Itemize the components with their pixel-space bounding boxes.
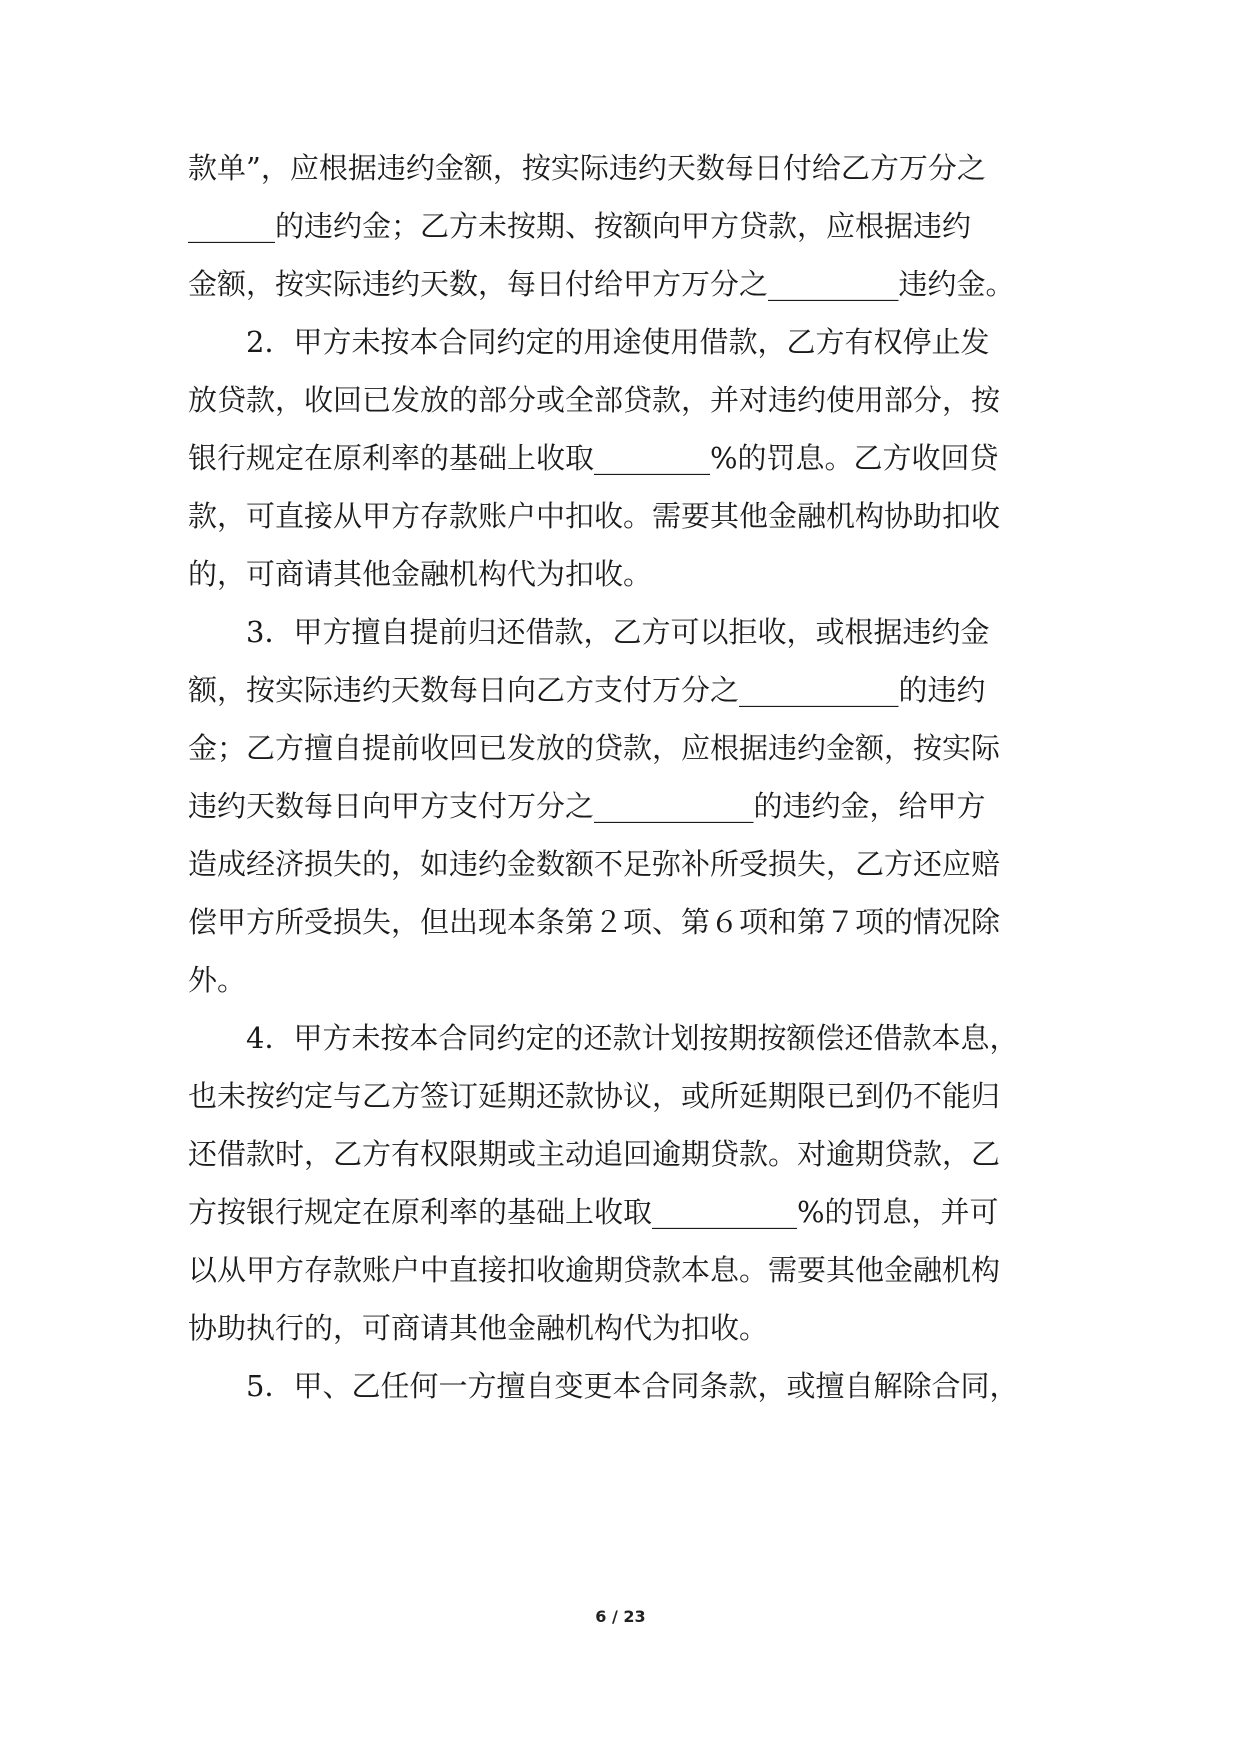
text-line: 款，可直接从甲方存款账户中扣收。需要其他金融机构协助扣收 — [188, 499, 1001, 533]
text-line: 额，按实际违约天数每日向乙方支付万分之___________的违约 — [188, 673, 986, 707]
text-line: 还借款时，乙方有权限期或主动追回逾期贷款。对逾期贷款，乙 — [188, 1137, 1001, 1171]
text-line: 5．甲、乙任何一方擅自变更本合同条款，或擅自解除合同， — [188, 1369, 1019, 1403]
text-line: 以从甲方存款账户中直接扣收逾期贷款本息。需要其他金融机构 — [188, 1253, 1001, 1287]
text-line: 偿甲方所受损失，但出现本条第２项、第６项和第７项的情况除 — [188, 905, 1001, 939]
text-line: 2．甲方未按本合同约定的用途使用借款，乙方有权停止发 — [188, 325, 990, 359]
text-line: 款单”，应根据违约金额，按实际违约天数每日付给乙方万分之 — [188, 151, 986, 185]
text-line: 方按银行规定在原利率的基础上收取__________%的罚息，并可 — [188, 1195, 999, 1229]
text-line: 外。 — [188, 963, 247, 997]
page-number: 6 / 23 — [595, 1607, 646, 1626]
text-line: 3．甲方擅自提前归还借款，乙方可以拒收，或根据违约金 — [188, 615, 990, 649]
text-line: 放贷款，收回已发放的部分或全部贷款，并对违约使用部分，按 — [188, 383, 1001, 417]
text-line: 金；乙方擅自提前收回已发放的贷款，应根据违约金额，按实际 — [188, 731, 1001, 765]
text-line: 银行规定在原利率的基础上收取________%的罚息。乙方收回贷 — [188, 441, 999, 475]
text-line: 造成经济损失的，如违约金数额不足弥补所受损失，乙方还应赔 — [188, 847, 1001, 881]
text-line: ______的违约金；乙方未按期、按额向甲方贷款，应根据违约 — [188, 209, 972, 243]
text-line: 的，可商请其他金融机构代为扣收。 — [188, 557, 653, 591]
text-line: 违约天数每日向甲方支付万分之___________的违约金，给甲方 — [188, 789, 986, 823]
text-line: 也未按约定与乙方签订延期还款协议，或所延期限已到仍不能归 — [188, 1079, 1001, 1113]
text-line: 协助执行的，可商请其他金融机构代为扣收。 — [188, 1311, 769, 1345]
text-line: 金额，按实际违约天数，每日付给甲方万分之_________违约金。 — [188, 267, 1015, 301]
text-line: 4．甲方未按本合同约定的还款计划按期按额偿还借款本息， — [188, 1021, 1019, 1055]
